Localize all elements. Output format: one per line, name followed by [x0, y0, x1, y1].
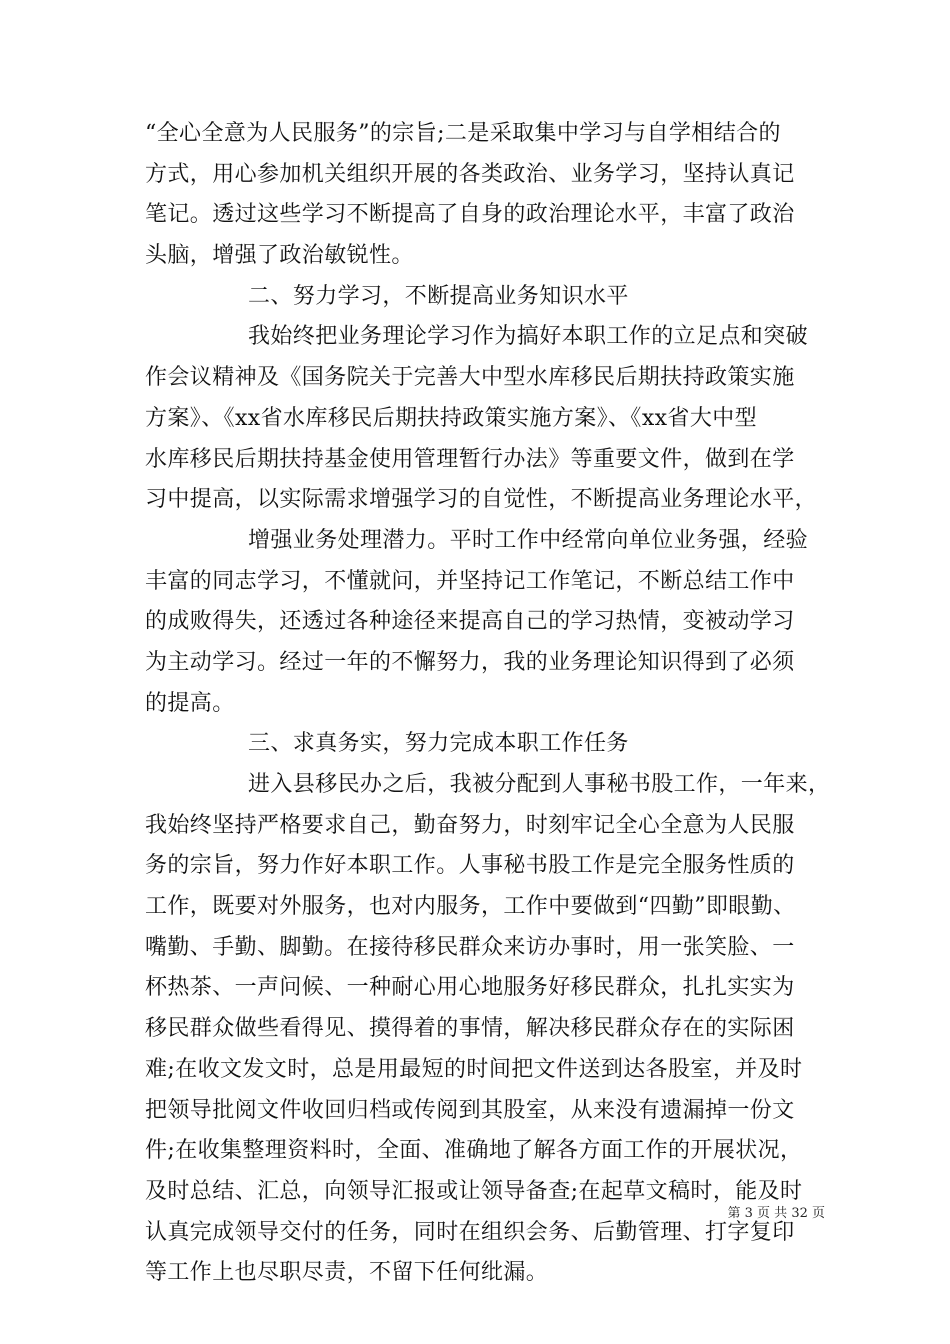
- page-number-footer: 第 3 页 共 32 页: [727, 1206, 825, 1221]
- paragraph-line: 丰富的同志学习，不懂就问，并坚持记工作笔记，不断总结工作中: [145, 568, 795, 594]
- paragraph-line: 移民群众做些看得见、摸得着的事情，解决移民群众存在的实际困: [145, 1016, 795, 1042]
- paragraph-line: 方案》、《xx省水库移民后期扶持政策实施方案》、《xx省大中型: [145, 405, 758, 431]
- paragraph-line: 为主动学习。经过一年的不懈努力，我的业务理论知识得到了必须: [145, 649, 795, 675]
- paragraph-line: 水库移民后期扶持基金使用管理暂行办法》等重要文件，做到在学: [145, 446, 795, 472]
- section-heading-3: 三、求真务实，努力完成本职工作任务: [248, 731, 629, 757]
- paragraph-line: 杯热茶、一声问候、一种耐心用心地服务好移民群众，扎扎实实为: [145, 975, 795, 1001]
- paragraph-line: 的成败得失，还透过各种途径来提高自己的学习热情，变被动学习: [145, 609, 795, 635]
- paragraph-line: 我始终把业务理论学习作为搞好本职工作的立足点和突破: [248, 324, 809, 350]
- paragraph-line: 的提高。: [145, 690, 235, 716]
- paragraph-line: 增强业务处理潜力。平时工作中经常向单位业务强，经验: [248, 527, 809, 553]
- paragraph-line: 等工作上也尽职尽责，不留下任何纰漏。: [145, 1260, 549, 1286]
- paragraph-line: 件;在收集整理资料时，全面、准确地了解各方面工作的开展状况，: [145, 1138, 803, 1164]
- paragraph-line: 进入县移民办之后，我被分配到人事秘书股工作，一年来，: [248, 772, 831, 797]
- paragraph-line: 把领导批阅文件收回归档或传阅到其股室，从来没有遗漏掉一份文: [145, 1097, 795, 1123]
- paragraph-line: 方式，用心参加机关组织开展的各类政治、业务学习，坚持认真记: [145, 161, 795, 187]
- paragraph-line: 作会议精神及《国务院关于完善大中型水库移民后期扶持政策实施: [145, 365, 795, 391]
- section-heading-2: 二、努力学习，不断提高业务知识水平: [248, 283, 629, 309]
- document-body: [145, 114, 831, 1294]
- paragraph-line: 我始终坚持严格要求自己，勤奋努力，时刻牢记全心全意为人民服: [145, 812, 795, 838]
- paragraph-line: 笔记。透过这些学习不断提高了自身的政治理论水平，丰富了政治: [145, 202, 795, 228]
- paragraph-line: 习中提高，以实际需求增强学习的自觉性，不断提高业务理论水平，: [145, 487, 818, 513]
- paragraph-line: 及时总结、汇总，向领导汇报或让领导备查;在起草文稿时，能及时: [145, 1178, 803, 1204]
- paragraph-line: 难;在收文发文时，总是用最短的时间把文件送到达各股室，并及时: [145, 1056, 803, 1082]
- paragraph-line: 务的宗旨，努力作好本职工作。人事秘书股工作是完全服务性质的: [145, 853, 795, 879]
- paragraph-line: 工作，既要对外服务，也对内服务，工作中要做到“四勤”即眼勤、: [145, 894, 796, 920]
- paragraph-line: “全心全意为人民服务”的宗旨;二是采取集中学习与自学相结合的: [145, 121, 781, 146]
- paragraph-line: 嘴勤、手勤、脚勤。在接待移民群众来访办事时，用一张笑脸、一: [145, 934, 795, 960]
- paragraph-line: 认真完成领导交付的任务，同时在组织会务、后勤管理、打字复印: [145, 1219, 795, 1245]
- paragraph-line: 头脑，增强了政治敏锐性。: [145, 243, 414, 269]
